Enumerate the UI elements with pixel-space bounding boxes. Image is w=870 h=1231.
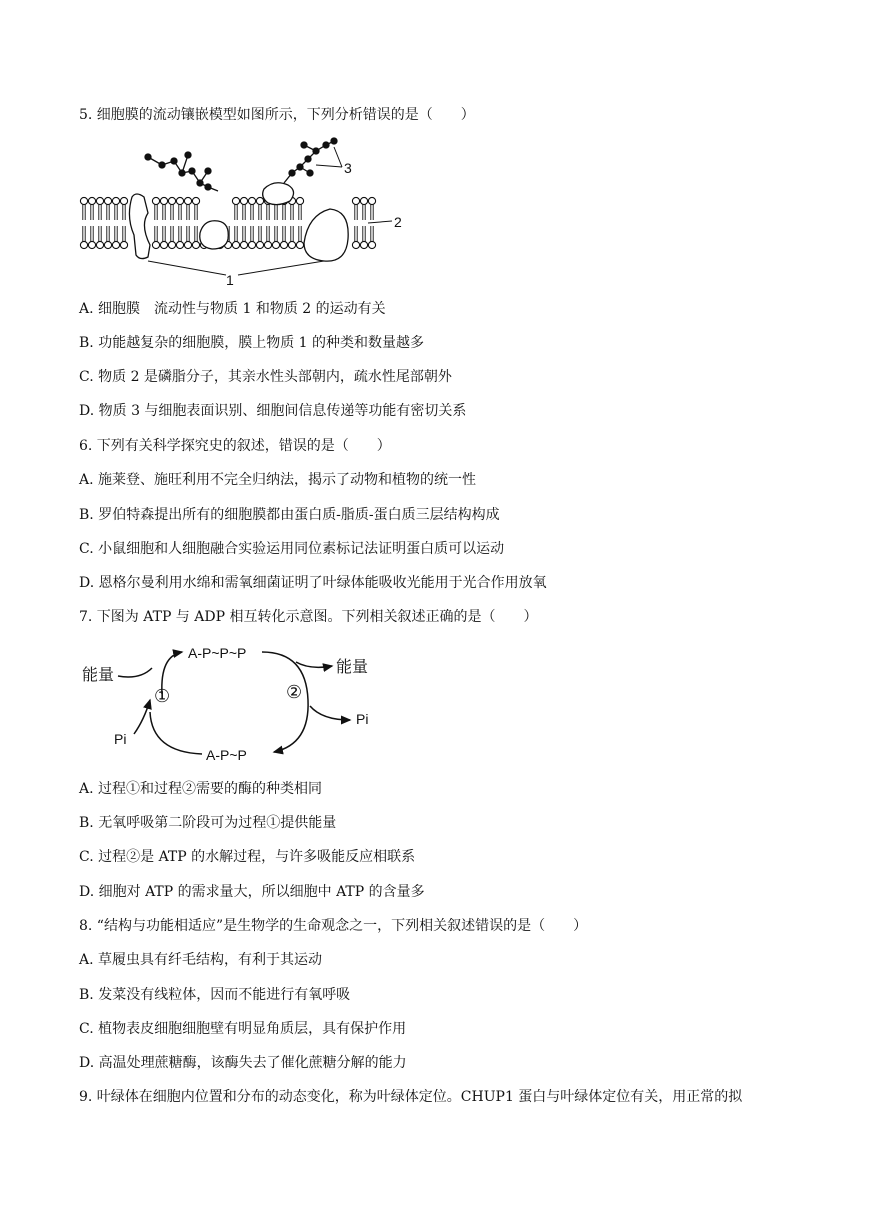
q6-option-b: B. 罗伯特森提出所有的细胞膜都由蛋白质-脂质-蛋白质三层结构构成 (79, 507, 500, 523)
phospholipid-head-inner (88, 226, 95, 249)
question-9-stem: 9. 叶绿体在细胞内位置和分布的动态变化，称为叶绿体定位。CHUP1 蛋白与叶绿体定位有关，用正常的拟 (79, 1089, 743, 1105)
phospholipid-head-outer (120, 197, 127, 220)
q5-option-c: C. 物质 2 是磷脂分子，其亲水性头部朝内，疏水性尾部朝外 (79, 369, 452, 385)
phospholipid-head-inner (168, 226, 175, 249)
phospholipid-head-outer (240, 197, 247, 220)
embedded-protein (200, 221, 229, 249)
phospholipid-head-inner (152, 226, 159, 249)
label-3: 3 (344, 160, 352, 176)
energy-in-label: 能量 (82, 667, 115, 684)
phospholipid-head-inner (360, 226, 367, 249)
question-7-stem: 7. 下图为 ATP 与 ADP 相互转化示意图。下列相关叙述正确的是（ ） (79, 609, 538, 625)
phospholipid-head-outer (352, 197, 359, 220)
adp-label: A-P~P (206, 747, 247, 763)
phospholipid-head-inner (104, 226, 111, 249)
phospholipid-head-outer (360, 197, 367, 220)
phospholipid-head-inner (248, 226, 255, 249)
phospholipid-head-inner (368, 226, 375, 249)
large-protein (304, 209, 348, 261)
phospholipid-head-outer (152, 197, 159, 220)
phospholipid-head-inner (160, 226, 167, 249)
q7-option-b: B. 无氧呼吸第二阶段可为过程①提供能量 (79, 815, 337, 831)
phospholipid-head-outer (96, 197, 103, 220)
phospholipid-head-inner (96, 226, 103, 249)
sugar-chain-left (145, 152, 218, 191)
q8-option-a: A. 草履虫具有纤毛结构，有利于其运动 (79, 952, 323, 968)
phospholipid-head-inner (176, 226, 183, 249)
q6-option-c: C. 小鼠细胞和人细胞融合实验运用同位素标记法证明蛋白质可以运动 (79, 541, 505, 557)
phospholipid-head-outer (112, 197, 119, 220)
phospholipid-head-inner (232, 226, 239, 249)
question-8-stem: 8. “结构与功能相适应”是生物学的生命观念之一，下列相关叙述错误的是（ ） (79, 918, 588, 934)
phospholipid-head-inner (112, 226, 119, 249)
phospholipid-head-inner (192, 226, 199, 249)
q8-option-b: B. 发菜没有线粒体，因而不能进行有氧呼吸 (79, 987, 351, 1003)
label-1: 1 (226, 272, 234, 287)
phospholipid-head-inner (240, 226, 247, 249)
q7-option-c: C. 过程②是 ATP 的水解过程，与许多吸能反应相联系 (79, 849, 416, 865)
atp-adp-cycle-diagram (78, 640, 378, 768)
phospholipid-head-outer (88, 197, 95, 220)
phospholipid-head-inner (296, 226, 303, 249)
q7-option-d: D. 细胞对 ATP 的需求量大，所以细胞中 ATP 的含量多 (79, 884, 425, 900)
phospholipid-head-inner (280, 226, 287, 249)
phospholipid-head-outer (256, 197, 263, 220)
q5-option-a: A. 细胞膜 流动性与物质 1 和物质 2 的运动有关 (79, 301, 386, 317)
q5-option-b: B. 功能越复杂的细胞膜，膜上物质 1 的种类和数量越多 (79, 335, 424, 351)
phospholipid-head-outer (176, 197, 183, 220)
phospholipid-head-inner (184, 226, 191, 249)
phospholipid-head-outer (192, 197, 199, 220)
question-6-stem: 6. 下列有关科学探究史的叙述，错误的是（ ） (79, 438, 391, 454)
phospholipid-head-outer (160, 197, 167, 220)
energy-out-label: 能量 (336, 659, 369, 676)
process-1-label: ① (154, 686, 171, 706)
sugar-chain-right (284, 138, 337, 183)
label-2: 2 (394, 214, 402, 230)
pi-out-label: Pi (356, 711, 369, 727)
atp-label: A-P~P~P (188, 645, 247, 661)
process-2-label: ② (286, 682, 303, 702)
phospholipid-head-inner (288, 226, 295, 249)
phospholipid-head-outer (104, 197, 111, 220)
phospholipid-head-outer (80, 197, 87, 220)
phospholipid-head-inner (256, 226, 263, 249)
pi-in-label: Pi (114, 731, 127, 747)
transmembrane-protein (129, 194, 150, 259)
phospholipid-head-inner (272, 226, 279, 249)
phospholipid-head-outer (184, 197, 191, 220)
phospholipid-head-outer (168, 197, 175, 220)
q7-option-a: A. 过程①和过程②需要的酶的种类相同 (79, 781, 323, 797)
q8-option-c: C. 植物表皮细胞细胞壁有明显角质层，具有保护作用 (79, 1021, 407, 1037)
glycoprotein (263, 183, 294, 205)
phospholipid-head-inner (120, 226, 127, 249)
phospholipid-head-outer (248, 197, 255, 220)
q6-option-d: D. 恩格尔曼利用水绵和需氧细菌证明了叶绿体能吸收光能用于光合作用放氧 (79, 575, 547, 591)
phospholipid-head-outer (232, 197, 239, 220)
phospholipid-head-inner (264, 226, 271, 249)
phospholipid-head-outer (296, 197, 303, 220)
phospholipid-head-inner (352, 226, 359, 249)
phospholipid-head-outer (368, 197, 375, 220)
q5-option-d: D. 物质 3 与细胞表面识别、细胞间信息传递等功能有密切关系 (79, 403, 467, 419)
cell-membrane-diagram (78, 135, 418, 287)
q6-option-a: A. 施莱登、施旺利用不完全归纳法，揭示了动物和植物的统一性 (79, 472, 477, 488)
question-5-stem: 5. 细胞膜的流动镶嵌模型如图所示，下列分析错误的是（ ） (79, 107, 475, 123)
q8-option-d: D. 高温处理蔗糖酶，该酶失去了催化蔗糖分解的能力 (79, 1055, 407, 1071)
phospholipid-head-inner (80, 226, 87, 249)
